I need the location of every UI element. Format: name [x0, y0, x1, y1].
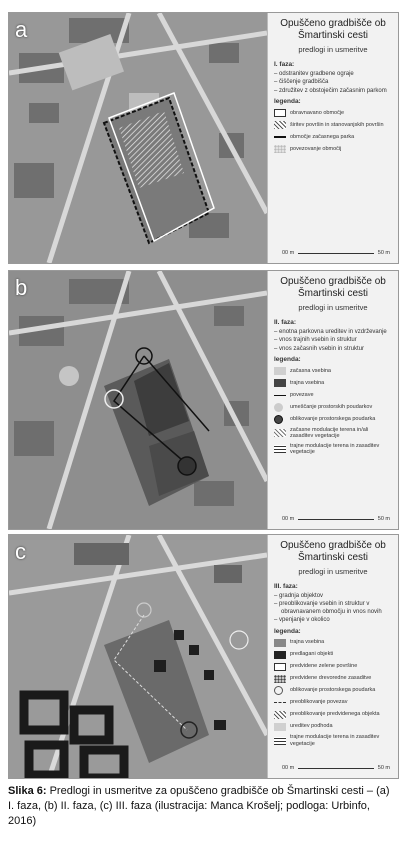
circle-swatch	[274, 403, 283, 412]
bullet-item: – vnos začasnih vsebin in struktur	[274, 345, 365, 352]
phase-label: I. faza:	[274, 61, 295, 68]
dashed-swatch	[274, 702, 286, 703]
legend-box-c	[267, 535, 398, 778]
legend-row: ureditev podhoda	[274, 722, 392, 731]
hatch-swatch	[274, 429, 286, 437]
legend-row: trajna vsebina	[274, 379, 392, 388]
panel-letter: c	[15, 539, 26, 564]
panel-letter: a	[15, 17, 28, 42]
legend-row: trajne modulacije terena in zasaditev vegetacije	[274, 443, 392, 456]
aerial-map-b	[9, 271, 267, 529]
map-graphic-b	[9, 271, 267, 529]
phase-label: III. faza:	[274, 583, 298, 590]
arrow-icon	[274, 395, 286, 396]
aerial-map-a	[9, 13, 267, 263]
scale-bar: 00 m 50 m	[282, 249, 390, 256]
map-graphic-a	[9, 13, 267, 263]
legend-box-b	[267, 271, 398, 529]
dashed-swatch	[274, 136, 286, 138]
figure-caption	[8, 784, 397, 829]
lines-swatch	[274, 737, 286, 745]
legend-heading: legenda:	[274, 98, 301, 105]
legend-title: Opuščeno gradbišče ob Šmartinski cesti	[280, 18, 386, 41]
panel-b	[8, 270, 399, 530]
legend-row: obravnavano območje	[274, 109, 392, 118]
map-graphic-c	[9, 535, 267, 778]
legend-row: območje začasnega parka	[274, 133, 392, 142]
legend-row: povezave	[274, 391, 392, 400]
aerial-map-c	[9, 535, 267, 778]
hatch-swatch	[274, 121, 286, 129]
mid-swatch	[274, 639, 286, 647]
legend-box-a	[267, 13, 398, 263]
legend-row: začasna vsebina	[274, 367, 392, 376]
light-swatch	[274, 367, 286, 375]
legend-row: začasne modulacije terena in/ali zasaditev vegetacije	[274, 427, 392, 440]
bullet-item: – enotna parkovna ureditev in vzdrževanje	[274, 328, 387, 335]
dark-swatch	[274, 379, 286, 387]
bullet-item: – gradnja objektov	[274, 592, 324, 599]
legend-subtitle: predlogi in usmeritve	[298, 303, 368, 312]
legend-row: predlagani objekti	[274, 650, 392, 659]
bullet-item: – vpenjanje v okolico	[274, 617, 330, 623]
outline-swatch	[274, 663, 286, 671]
dark-swatch	[274, 651, 286, 659]
legend-row: preoblikovanje povezav	[274, 698, 392, 707]
scale-bar: 00 m 50 m	[282, 515, 390, 522]
legend-row: oblikovanje prostorskega poudarka	[274, 686, 392, 695]
legend-row: trajne modulacije terena in zasaditev vegetacije	[274, 734, 392, 747]
legend-row: predvidene zelene površine	[274, 662, 392, 671]
light-swatch	[274, 723, 286, 731]
legend-heading: legenda:	[274, 627, 301, 635]
phase-bullets	[274, 593, 392, 625]
legend-heading: legenda:	[274, 356, 301, 363]
dots-swatch	[274, 675, 286, 683]
legend-subtitle: predlogi in usmeritve	[298, 567, 368, 576]
panel-c	[8, 534, 399, 779]
dark-circle-swatch	[274, 415, 283, 424]
legend-title: Opuščeno gradbišče ob Šmartinski cesti	[280, 276, 386, 299]
caption-label: Slika 6:	[8, 785, 47, 797]
legend-row: širitev površin in stanovanjskih površin	[274, 121, 392, 130]
legend-subtitle: predlogi in usmeritve	[298, 45, 368, 54]
bullet-item: – preoblikovanje vsebin in struktur v obravnavanem območju in vnos novih	[274, 601, 382, 615]
bullet-item: – čiščenje gradbišča	[274, 79, 329, 85]
outline-swatch	[274, 109, 286, 117]
bullet-item: – odstranitev gradbene ograje	[274, 70, 354, 77]
legend-row: povezovanje območij	[274, 145, 392, 154]
scale-bar: 00 m 50 m	[282, 764, 390, 771]
panel-letter: b	[15, 275, 28, 300]
legend-row: trajna vsebina	[274, 638, 392, 647]
legend-row: predvidene drevoredne zasaditve	[274, 674, 392, 683]
legend-row: preoblikovanje predvidenega objekta	[274, 710, 392, 719]
caption-text: Predlogi in usmeritve za opuščeno gradbišče ob Šmartinski cesti – (a) I. faza, (b) II. faza, (c) III. faza (ilustracija: Manca Krošelj; podloga: Urbinfo, 2016)	[8, 785, 390, 827]
hatch-swatch	[274, 711, 286, 719]
bullet-item: – združitev z obstoječim začasnim parkom	[274, 87, 387, 94]
phase-bullets	[274, 71, 392, 96]
lines-swatch	[274, 445, 286, 453]
legend-row: umeščanje prostorskih poudarkov	[274, 403, 392, 412]
panel-a	[8, 12, 399, 264]
bullet-item: – vnos trajnih vsebin in struktur	[274, 337, 357, 343]
circle-swatch	[274, 686, 283, 695]
phase-label: II. faza:	[274, 319, 297, 326]
legend-row: oblikovanje prostorskega poudarka	[274, 415, 392, 424]
legend-title: Opuščeno gradbišče ob Šmartinski cesti	[280, 540, 386, 563]
phase-bullets	[274, 329, 392, 354]
dots-swatch	[274, 145, 286, 153]
